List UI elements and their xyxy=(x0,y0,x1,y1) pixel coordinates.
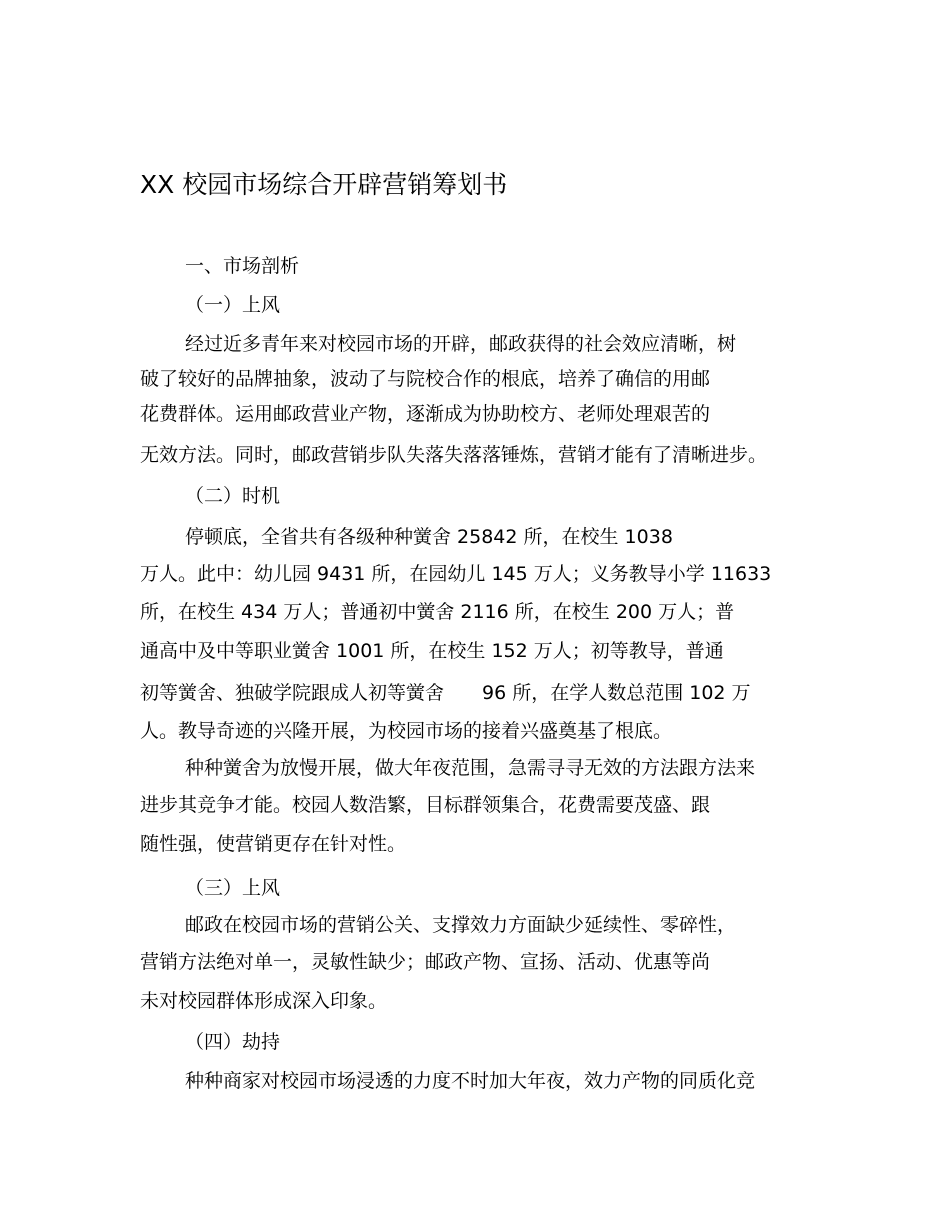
paragraph-line: 花费群体。运用邮政营业产物，逐渐成为协助校方、老师处理艰苦的 xyxy=(140,403,711,425)
paragraph-line: 人。教导奇迹的兴隆开展，为校园市场的接着兴盛奠基了根底。 xyxy=(140,720,673,742)
paragraph-line: 所，在校生 434 万人；普通初中黉舍 2116 所，在校生 200 万人；普 xyxy=(140,601,735,623)
paragraph-line: 停顿底，全省共有各级种种黉舍 25842 所，在校生 1038 xyxy=(185,526,673,548)
subheading-disadvantages: （三）上风 xyxy=(185,877,281,899)
paragraph-line: 无效方法。同时，邮政营销步队失落失落落锤炼，营销才能有了清晰进步。 xyxy=(140,444,768,466)
paragraph-line: 营销方法绝对单一，灵敏性缺少；邮政产物、宣扬、活动、优惠等尚 xyxy=(140,951,711,973)
paragraph-line: 经过近多青年来对校园市场的开辟，邮政获得的社会效应清晰，树 xyxy=(185,333,737,355)
subheading-threats: （四）劫持 xyxy=(185,1031,281,1053)
paragraph-line: 随性强，使营销更存在针对性。 xyxy=(140,833,407,855)
paragraph-line: 种种黉舍为放慢开展，做大年夜范围，急需寻寻无效的方法跟方法来 xyxy=(185,757,756,779)
subheading-opportunities: （二）时机 xyxy=(185,485,281,507)
paragraph-line: 种种商家对校园市场浸透的力度不时加大年夜，效力产物的同质化竞 xyxy=(185,1070,756,1092)
paragraph-line: 未对校园群体形成深入印象。 xyxy=(140,990,388,1012)
paragraph-line: 万人。此中：幼儿园 9431 所，在园幼儿 145 万人；义务教导小学 11633 xyxy=(140,563,772,585)
paragraph-line: 通高中及中等职业黉舍 1001 所，在校生 152 万人；初等教导，普通 xyxy=(140,640,724,662)
paragraph-line: 进步其竞争才能。校园人数浩繁，目标群领集合，花费需要茂盛、跟 xyxy=(140,794,711,816)
paragraph-line: 初等黉舍、独破学院跟成人初等黉舍 96 所，在学人数总范围 102 万 xyxy=(140,682,751,704)
document-title: XX 校园市场综合开辟营销筹划书 xyxy=(140,170,508,199)
subheading-advantages: （一）上风 xyxy=(185,294,281,316)
paragraph-line: 邮政在校园市场的营销公关、支撑效力方面缺少延续性、零碎性， xyxy=(185,914,737,936)
paragraph-line: 破了较好的品牌抽象，波动了与院校合作的根底，培养了确信的用邮 xyxy=(140,368,711,390)
section-heading-market-analysis: 一、市场剖析 xyxy=(185,255,300,277)
